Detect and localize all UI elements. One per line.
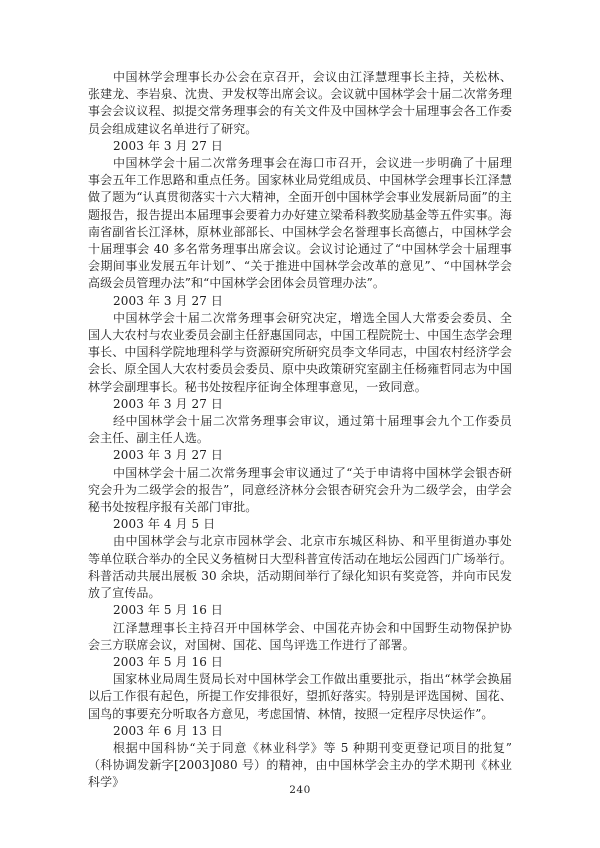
paragraph: 中国林学会理事长办公会在京召开，会议由江泽慧理事长主持，关松林、张建龙、李岩泉、沈贵、尹发权等出席会议。会议就中国林学会十届二次常务理事会会议议程、拟提交常务理事会的有关文件及中国林学会十届理事会各工作委员会组成建议名单进行了研究。 (88, 70, 512, 136)
date-heading: 2003 年 3 月 27 日 (113, 138, 224, 153)
paragraph: 江泽慧理事长主持召开中国林学会、中国花卉协会和中国野生动物保护协会三方联席会议，对国树、国花、国鸟评选工作进行了部署。 (88, 620, 512, 652)
date-heading: 2003 年 6 月 13 日 (113, 723, 224, 738)
date-heading: 2003 年 5 月 16 日 (113, 654, 224, 669)
paragraph: 中国林学会十届二次常务理事会审议通过了“关于申请将中国林学会银杏研究会升为二级学会的报告”，同意经济林分会银杏研究会升为二级学会，由学会秘书处按程序报有关部门审批。 (88, 465, 512, 515)
paragraph: 经中国林学会十届二次常务理事会审议，通过第十届理事会九个工作委员会主任、副主任人选。 (88, 414, 512, 446)
date-heading: 2003 年 3 月 27 日 (113, 293, 224, 308)
date-heading: 2003 年 3 月 27 日 (113, 448, 224, 463)
date-heading: 2003 年 4 月 5 日 (113, 517, 216, 532)
date-heading: 2003 年 3 月 27 日 (113, 396, 224, 411)
paragraph: 根据中国科协“关于同意《林业科学》等 5 种期刊变更登记项目的批复”（科协调发新字[2003]080 号）的精神，由中国林学会主办的学术期刊《林业科学》 (88, 740, 512, 790)
paragraph: 由中国林学会与北京市园林学会、北京市东城区科协、和平里街道办事处等单位联合举办的全民义务植树日大型科普宣传活动在地坛公园西门广场举行。科普活动共展出展板 30 余块，活动期间举行了绿化知识有奖竞答，并向市民发放了宣传品。 (88, 534, 512, 601)
chronicle-text-block (88, 69, 512, 792)
date-heading: 2003 年 5 月 16 日 (113, 603, 224, 618)
paragraph: 国家林业局周生贤局长对中国林学会工作做出重要批示，指出“林学会换届以后工作很有起色，所提工作安排很好，望抓好落实。特别是评选国树、国花、国鸟的事要充分听取各方意见，考虑国情、林情，按照一定程序尽快运作”。 (88, 672, 512, 721)
paragraph: 中国林学会十届二次常务理事会在海口市召开，会议进一步明确了十届理事会五年工作思路和重点任务。国家林业局党组成员、中国林学会理事长江泽慧做了题为“认真贯彻落实十六大精神，全面开创中国林学会事业发展新局面”的主题报告，报告提出本届理事会要着力办好建立梁希科教奖励基金等五件实事。海南省副省长江泽林，原林业部部长、中国林学会名誉理事长高德占，中国林学会十届理事会 40 多名常务理事出席会议。会议讨论通过了“中国林学会十届理事会期间事业发展五年计划”、“关于推进中国林学会改革的意见”、“中国林学会高级会员管理办法”和“中国林学会团体会员管理办法”。 (88, 156, 512, 291)
page-number: 240 (289, 784, 311, 796)
paragraph: 中国林学会十届二次常务理事会研究决定，增选全国人大常委会委员、全国人大农村与农业委员会副主任舒惠国同志，中国工程院院士、中国生态学会理事长、中国科学院地理科学与资源研究所研究员李文华同志，中国农村经济学会会长、原全国人大农村委员会委员、原中央政策研究室副主任杨雍哲同志为中国林学会副理事长。秘书处按程序征询全体理事意见，一致同意。 (88, 310, 512, 394)
